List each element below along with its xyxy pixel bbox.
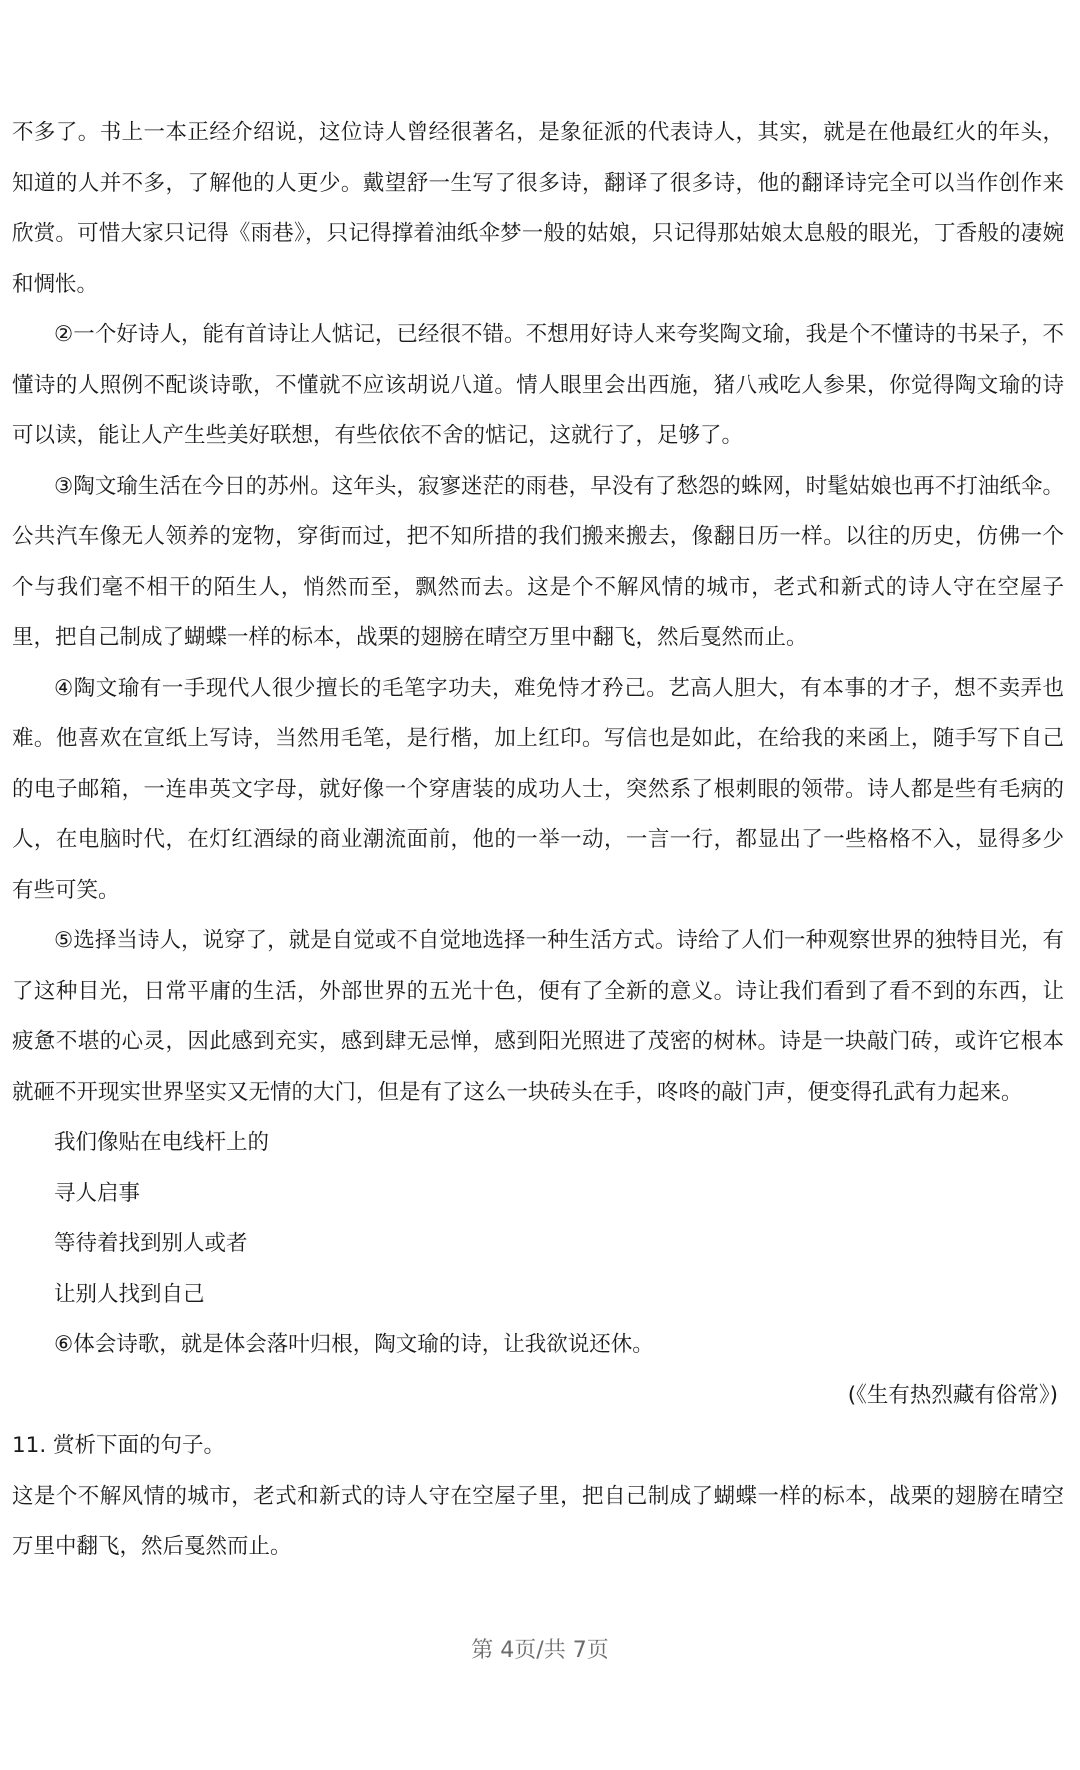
poem-line-2: 寻人启事	[54, 1180, 141, 1206]
article-source: (《生有热烈藏有俗常》)	[847, 1382, 1058, 1408]
paragraph-3: ③陶文瑜生活在今日的苏州。这年头，寂寥迷茫的雨巷，早没有了愁怨的蛛网，时髦姑娘也再不打油纸伞。公共汽车像无人领养的宠物，穿街而过，把不知所措的我们搬来搬去，像翻日历一样。以往的历史，仿佛一个个与我们毫不相干的陌生人，悄然而至，飘然而去。这是个不解风情的城市，老式和新式的诗人守在空屋子里，把自己制成了蝴蝶一样的标本，战栗的翅膀在晴空万里中翻飞，然后戛然而止。	[12, 473, 1064, 650]
paragraph-4: ④陶文瑜有一手现代人很少擅长的毛笔字功夫，难免恃才矜己。艺高人胆大，有本事的才子，想不卖弄也难。他喜欢在宣纸上写诗，当然用毛笔，是行楷，加上红印。写信也是如此，在给我的来函上，随手写下自己的电子邮箱，一连串英文字母，就好像一个穿唐装的成功人士，突然系了根刺眼的领带。诗人都是些有毛病的人，在电脑时代，在灯红酒绿的商业潮流面前，他的一举一动，一言一行，都显出了一些格格不入，显得多少有些可笑。	[12, 675, 1064, 903]
paragraph-6: ⑥体会诗歌，就是体会落叶归根，陶文瑜的诗，让我欲说还休。	[54, 1332, 654, 1357]
poem-line-4: 让别人找到自己	[54, 1281, 205, 1307]
poem-line-3: 等待着找到别人或者	[54, 1231, 248, 1256]
paragraph-2: ②一个好诗人，能有首诗让人惦记，已经很不错。不想用好诗人来夸奖陶文瑜，我是个不懂诗的书呆子，不懂诗的人照例不配谈诗歌，不懂就不应该胡说八道。情人眼里会出西施，猪八戒吃人参果，你觉得陶文瑜的诗可以读，能让人产生些美好联想，有些依依不舍的惦记，这就行了，足够了。	[12, 322, 1064, 448]
question-title: 11. 赏析下面的句子。	[12, 1433, 226, 1458]
question-sentence: 这是个不解风情的城市，老式和新式的诗人守在空屋子里，把自己制成了蝴蝶一样的标本，战栗的翅膀在晴空万里中翻飞，然后戛然而止。	[12, 1483, 1064, 1559]
paragraph-5: ⑤选择当诗人，说穿了，就是自觉或不自觉地选择一种生活方式。诗给了人们一种观察世界的独特目光，有了这种目光，日常平庸的生活，外部世界的五光十色，便有了全新的意义。诗让我们看到了看不到的东西，让疲惫不堪的心灵，因此感到充实，感到肆无忌惮，感到阳光照进了茂密的树林。诗是一块敲门砖，或许它根本就砸不开现实世界坚实又无情的大门，但是有了这么一块砖头在手，咚咚的敲门声，便变得孔武有力起来。	[12, 928, 1064, 1105]
paragraph-1: 不多了。书上一本正经介绍说，这位诗人曾经很著名，是象征派的代表诗人，其实，就是在他最红火的年头，知道的人并不多，了解他的人更少。戴望舒一生写了很多诗，翻译了很多诗，他的翻译诗完全可以当作创作来欣赏。可惜大家只记得《雨巷》，只记得撑着油纸伞梦一般的姑娘，只记得那姑娘太息般的眼光，丁香般的凄婉和惆怅。	[12, 120, 1064, 297]
poem-line-1: 我们像贴在电线杆上的	[54, 1130, 270, 1155]
page-number: 第 4页/共 7页	[471, 1638, 609, 1663]
article-body	[12, 108, 1064, 1573]
